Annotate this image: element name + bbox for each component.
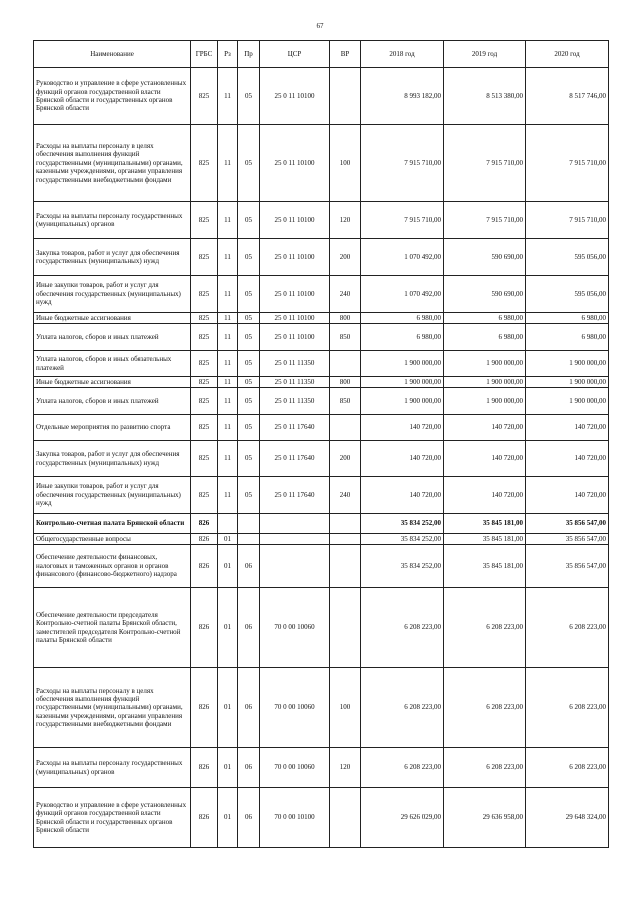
row-amount-2018: 29 626 029,00 bbox=[361, 788, 444, 848]
row-amount-2019: 140 720,00 bbox=[444, 415, 526, 441]
row-rz: 11 bbox=[218, 239, 238, 276]
row-name: Расходы на выплаты персоналу в целях обеспечения выполнения функций государственными (муниципальными) органами, казенными учреждениями, органами управления государственными внебюджетными фондами bbox=[34, 125, 191, 202]
row-vr bbox=[330, 788, 361, 848]
row-amount-2018: 1 070 492,00 bbox=[361, 239, 444, 276]
col-header-pr: Пр bbox=[238, 41, 260, 68]
row-rz: 11 bbox=[218, 388, 238, 415]
row-vr: 240 bbox=[330, 477, 361, 514]
row-amount-2019: 35 845 181,00 bbox=[444, 534, 526, 545]
row-rz: 01 bbox=[218, 588, 238, 668]
table-row bbox=[34, 415, 609, 441]
row-name: Обеспечение деятельности финансовых, налоговых и таможенных органов и органов финансового (финансово-бюджетного) надзора bbox=[34, 545, 191, 588]
row-grbs: 826 bbox=[191, 514, 218, 534]
row-amount-2019: 8 513 380,00 bbox=[444, 68, 526, 125]
row-amount-2019: 590 690,00 bbox=[444, 276, 526, 313]
row-pr: 05 bbox=[238, 276, 260, 313]
row-vr bbox=[330, 415, 361, 441]
row-amount-2020: 35 856 547,00 bbox=[526, 514, 609, 534]
row-pr: 05 bbox=[238, 351, 260, 377]
row-amount-2019: 6 980,00 bbox=[444, 313, 526, 324]
row-grbs: 826 bbox=[191, 588, 218, 668]
page-number: 67 bbox=[316, 22, 324, 30]
row-amount-2018: 140 720,00 bbox=[361, 441, 444, 477]
row-amount-2019: 6 208 223,00 bbox=[444, 668, 526, 748]
table-row bbox=[34, 748, 609, 788]
table-row bbox=[34, 545, 609, 588]
row-amount-2018: 35 834 252,00 bbox=[361, 514, 444, 534]
table-row bbox=[34, 324, 609, 351]
row-pr: 05 bbox=[238, 388, 260, 415]
row-grbs: 825 bbox=[191, 377, 218, 388]
row-vr: 100 bbox=[330, 125, 361, 202]
row-name: Уплата налогов, сборов и иных платежей bbox=[34, 388, 191, 415]
row-amount-2020: 1 900 000,00 bbox=[526, 388, 609, 415]
row-rz: 11 bbox=[218, 313, 238, 324]
row-pr: 05 bbox=[238, 415, 260, 441]
col-header-grbs: ГРБС bbox=[191, 41, 218, 68]
row-pr: 05 bbox=[238, 324, 260, 351]
row-amount-2020: 6 208 223,00 bbox=[526, 748, 609, 788]
row-grbs: 825 bbox=[191, 324, 218, 351]
row-amount-2018: 8 993 182,00 bbox=[361, 68, 444, 125]
row-amount-2018: 7 915 710,00 bbox=[361, 125, 444, 202]
row-grbs: 826 bbox=[191, 545, 218, 588]
row-grbs: 825 bbox=[191, 313, 218, 324]
row-grbs: 825 bbox=[191, 202, 218, 239]
row-amount-2018: 1 900 000,00 bbox=[361, 351, 444, 377]
row-amount-2018: 1 070 492,00 bbox=[361, 276, 444, 313]
row-amount-2020: 7 915 710,00 bbox=[526, 202, 609, 239]
row-amount-2020: 140 720,00 bbox=[526, 477, 609, 514]
row-grbs: 825 bbox=[191, 276, 218, 313]
row-name: Уплата налогов, сборов и иных платежей bbox=[34, 324, 191, 351]
row-amount-2020: 8 517 746,00 bbox=[526, 68, 609, 125]
row-vr bbox=[330, 351, 361, 377]
row-name: Общегосударственные вопросы bbox=[34, 534, 191, 545]
row-csr: 70 0 00 10060 bbox=[260, 748, 330, 788]
row-vr: 850 bbox=[330, 388, 361, 415]
row-vr: 120 bbox=[330, 202, 361, 239]
row-pr: 06 bbox=[238, 545, 260, 588]
row-grbs: 826 bbox=[191, 534, 218, 545]
row-csr: 25 0 11 10100 bbox=[260, 313, 330, 324]
row-rz: 11 bbox=[218, 202, 238, 239]
row-pr: 05 bbox=[238, 377, 260, 388]
row-csr: 25 0 11 17640 bbox=[260, 415, 330, 441]
row-amount-2020: 1 900 000,00 bbox=[526, 377, 609, 388]
row-amount-2018: 6 980,00 bbox=[361, 313, 444, 324]
row-amount-2018: 35 834 252,00 bbox=[361, 534, 444, 545]
row-amount-2020: 29 648 324,00 bbox=[526, 788, 609, 848]
row-amount-2018: 6 208 223,00 bbox=[361, 668, 444, 748]
row-grbs: 825 bbox=[191, 239, 218, 276]
row-amount-2020: 1 900 000,00 bbox=[526, 351, 609, 377]
col-header-2019: 2019 год bbox=[444, 41, 526, 68]
row-vr bbox=[330, 545, 361, 588]
row-rz: 11 bbox=[218, 324, 238, 351]
row-csr bbox=[260, 534, 330, 545]
col-header-vr: ВР bbox=[330, 41, 361, 68]
col-header-rz: Рз bbox=[218, 41, 238, 68]
row-vr: 120 bbox=[330, 748, 361, 788]
row-pr: 06 bbox=[238, 668, 260, 748]
row-vr: 200 bbox=[330, 441, 361, 477]
row-csr: 70 0 00 10060 bbox=[260, 588, 330, 668]
row-amount-2020: 35 856 547,00 bbox=[526, 534, 609, 545]
row-pr: 05 bbox=[238, 202, 260, 239]
row-pr: 05 bbox=[238, 441, 260, 477]
row-rz: 11 bbox=[218, 276, 238, 313]
row-amount-2018: 6 980,00 bbox=[361, 324, 444, 351]
row-csr: 25 0 11 11350 bbox=[260, 351, 330, 377]
row-pr: 06 bbox=[238, 748, 260, 788]
row-rz: 11 bbox=[218, 377, 238, 388]
table-row bbox=[34, 788, 609, 848]
row-grbs: 825 bbox=[191, 351, 218, 377]
row-csr: 25 0 11 10100 bbox=[260, 125, 330, 202]
table-row bbox=[34, 668, 609, 748]
table-row bbox=[34, 276, 609, 313]
row-pr: 06 bbox=[238, 788, 260, 848]
row-name: Закупка товаров, работ и услуг для обеспечения государственных (муниципальных) нужд bbox=[34, 441, 191, 477]
table-row bbox=[34, 202, 609, 239]
row-amount-2019: 1 900 000,00 bbox=[444, 388, 526, 415]
row-amount-2020: 595 056,00 bbox=[526, 276, 609, 313]
table-row bbox=[34, 477, 609, 514]
table-row bbox=[34, 351, 609, 377]
row-pr: 05 bbox=[238, 477, 260, 514]
row-csr: 70 0 00 10100 bbox=[260, 788, 330, 848]
row-name: Расходы на выплаты персоналу в целях обеспечения выполнения функций государственными (муниципальными) органами, казенными учреждениями, органами управления государственными внебюджетными фондами bbox=[34, 668, 191, 748]
row-grbs: 825 bbox=[191, 441, 218, 477]
row-amount-2019: 6 208 223,00 bbox=[444, 588, 526, 668]
row-pr: 06 bbox=[238, 588, 260, 668]
row-grbs: 826 bbox=[191, 788, 218, 848]
row-rz: 11 bbox=[218, 441, 238, 477]
row-csr: 25 0 11 10100 bbox=[260, 68, 330, 125]
row-amount-2019: 7 915 710,00 bbox=[444, 202, 526, 239]
row-rz: 01 bbox=[218, 788, 238, 848]
row-amount-2019: 35 845 181,00 bbox=[444, 514, 526, 534]
col-header-2018: 2018 год bbox=[361, 41, 444, 68]
row-grbs: 826 bbox=[191, 668, 218, 748]
table-header-row bbox=[34, 41, 609, 68]
row-name: Расходы на выплаты персоналу государственных (муниципальных) органов bbox=[34, 202, 191, 239]
row-vr: 850 bbox=[330, 324, 361, 351]
table-row bbox=[34, 441, 609, 477]
row-pr bbox=[238, 514, 260, 534]
row-rz bbox=[218, 514, 238, 534]
row-csr: 25 0 11 10100 bbox=[260, 276, 330, 313]
budget-table bbox=[33, 40, 609, 848]
row-amount-2018: 6 208 223,00 bbox=[361, 588, 444, 668]
col-header-name: Наименование bbox=[34, 41, 191, 68]
row-name: Отдельные мероприятия по развитию спорта bbox=[34, 415, 191, 441]
row-csr: 25 0 11 10100 bbox=[260, 324, 330, 351]
row-csr bbox=[260, 545, 330, 588]
row-pr: 05 bbox=[238, 125, 260, 202]
row-amount-2019: 29 636 958,00 bbox=[444, 788, 526, 848]
row-pr: 05 bbox=[238, 313, 260, 324]
row-csr: 25 0 11 11350 bbox=[260, 388, 330, 415]
row-csr: 25 0 11 17640 bbox=[260, 441, 330, 477]
row-rz: 01 bbox=[218, 534, 238, 545]
table-row bbox=[34, 125, 609, 202]
row-grbs: 826 bbox=[191, 748, 218, 788]
row-pr: 05 bbox=[238, 68, 260, 125]
row-name: Обеспечение деятельности председателя Контрольно-счетной палаты Брянской области, заместителей председателя Контрольно-счетной палаты Брянской области bbox=[34, 588, 191, 668]
table-row bbox=[34, 313, 609, 324]
row-vr bbox=[330, 534, 361, 545]
row-grbs: 825 bbox=[191, 68, 218, 125]
row-amount-2018: 1 900 000,00 bbox=[361, 388, 444, 415]
row-amount-2019: 140 720,00 bbox=[444, 477, 526, 514]
row-amount-2018: 35 834 252,00 bbox=[361, 545, 444, 588]
row-vr bbox=[330, 514, 361, 534]
row-amount-2019: 6 208 223,00 bbox=[444, 748, 526, 788]
row-vr: 800 bbox=[330, 377, 361, 388]
row-csr: 25 0 11 17640 bbox=[260, 477, 330, 514]
row-csr: 25 0 11 10100 bbox=[260, 239, 330, 276]
row-rz: 01 bbox=[218, 668, 238, 748]
row-amount-2019: 1 900 000,00 bbox=[444, 351, 526, 377]
row-rz: 01 bbox=[218, 545, 238, 588]
row-csr: 25 0 11 11350 bbox=[260, 377, 330, 388]
row-amount-2019: 6 980,00 bbox=[444, 324, 526, 351]
row-vr bbox=[330, 588, 361, 668]
row-csr: 70 0 00 10060 bbox=[260, 668, 330, 748]
row-name: Иные закупки товаров, работ и услуг для обеспечения государственных (муниципальных) нужд bbox=[34, 477, 191, 514]
row-rz: 01 bbox=[218, 748, 238, 788]
row-amount-2018: 1 900 000,00 bbox=[361, 377, 444, 388]
row-amount-2019: 7 915 710,00 bbox=[444, 125, 526, 202]
row-pr bbox=[238, 534, 260, 545]
row-amount-2020: 6 980,00 bbox=[526, 324, 609, 351]
row-grbs: 825 bbox=[191, 125, 218, 202]
row-rz: 11 bbox=[218, 477, 238, 514]
row-amount-2018: 140 720,00 bbox=[361, 415, 444, 441]
row-vr: 800 bbox=[330, 313, 361, 324]
row-amount-2020: 6 208 223,00 bbox=[526, 668, 609, 748]
row-grbs: 825 bbox=[191, 415, 218, 441]
row-amount-2018: 7 915 710,00 bbox=[361, 202, 444, 239]
row-rz: 11 bbox=[218, 415, 238, 441]
table-row bbox=[34, 239, 609, 276]
row-rz: 11 bbox=[218, 351, 238, 377]
row-name: Руководство и управление в сфере установленных функций органов государственной власти Брянской области и государственных органов Брянской области bbox=[34, 788, 191, 848]
row-amount-2019: 140 720,00 bbox=[444, 441, 526, 477]
table-row bbox=[34, 377, 609, 388]
row-name: Иные закупки товаров, работ и услуг для обеспечения государственных (муниципальных) нужд bbox=[34, 276, 191, 313]
row-name: Расходы на выплаты персоналу государственных (муниципальных) органов bbox=[34, 748, 191, 788]
row-vr: 200 bbox=[330, 239, 361, 276]
table-row bbox=[34, 588, 609, 668]
table-row bbox=[34, 388, 609, 415]
row-amount-2020: 35 856 547,00 bbox=[526, 545, 609, 588]
row-pr: 05 bbox=[238, 239, 260, 276]
row-grbs: 825 bbox=[191, 388, 218, 415]
table-row bbox=[34, 534, 609, 545]
row-amount-2020: 6 980,00 bbox=[526, 313, 609, 324]
row-amount-2020: 7 915 710,00 bbox=[526, 125, 609, 202]
row-vr: 240 bbox=[330, 276, 361, 313]
row-grbs: 825 bbox=[191, 477, 218, 514]
col-header-2020: 2020 год bbox=[526, 41, 609, 68]
row-rz: 11 bbox=[218, 68, 238, 125]
row-amount-2020: 140 720,00 bbox=[526, 415, 609, 441]
row-name: Иные бюджетные ассигнования bbox=[34, 313, 191, 324]
row-amount-2020: 595 056,00 bbox=[526, 239, 609, 276]
row-amount-2019: 1 900 000,00 bbox=[444, 377, 526, 388]
row-name: Закупка товаров, работ и услуг для обеспечения государственных (муниципальных) нужд bbox=[34, 239, 191, 276]
row-vr: 100 bbox=[330, 668, 361, 748]
table-row bbox=[34, 68, 609, 125]
row-amount-2020: 6 208 223,00 bbox=[526, 588, 609, 668]
row-name: Руководство и управление в сфере установленных функций органов государственной власти Брянской области и государственных органов Брянской области bbox=[34, 68, 191, 125]
table-row bbox=[34, 514, 609, 534]
row-name: Контрольно-счетная палата Брянской области bbox=[34, 514, 191, 534]
row-amount-2018: 140 720,00 bbox=[361, 477, 444, 514]
row-amount-2019: 590 690,00 bbox=[444, 239, 526, 276]
row-csr: 25 0 11 10100 bbox=[260, 202, 330, 239]
row-vr bbox=[330, 68, 361, 125]
row-name: Иные бюджетные ассигнования bbox=[34, 377, 191, 388]
row-amount-2020: 140 720,00 bbox=[526, 441, 609, 477]
row-amount-2018: 6 208 223,00 bbox=[361, 748, 444, 788]
row-rz: 11 bbox=[218, 125, 238, 202]
row-csr bbox=[260, 514, 330, 534]
col-header-csr: ЦСР bbox=[260, 41, 330, 68]
row-name: Уплата налогов, сборов и иных обязательных платежей bbox=[34, 351, 191, 377]
row-amount-2019: 35 845 181,00 bbox=[444, 545, 526, 588]
